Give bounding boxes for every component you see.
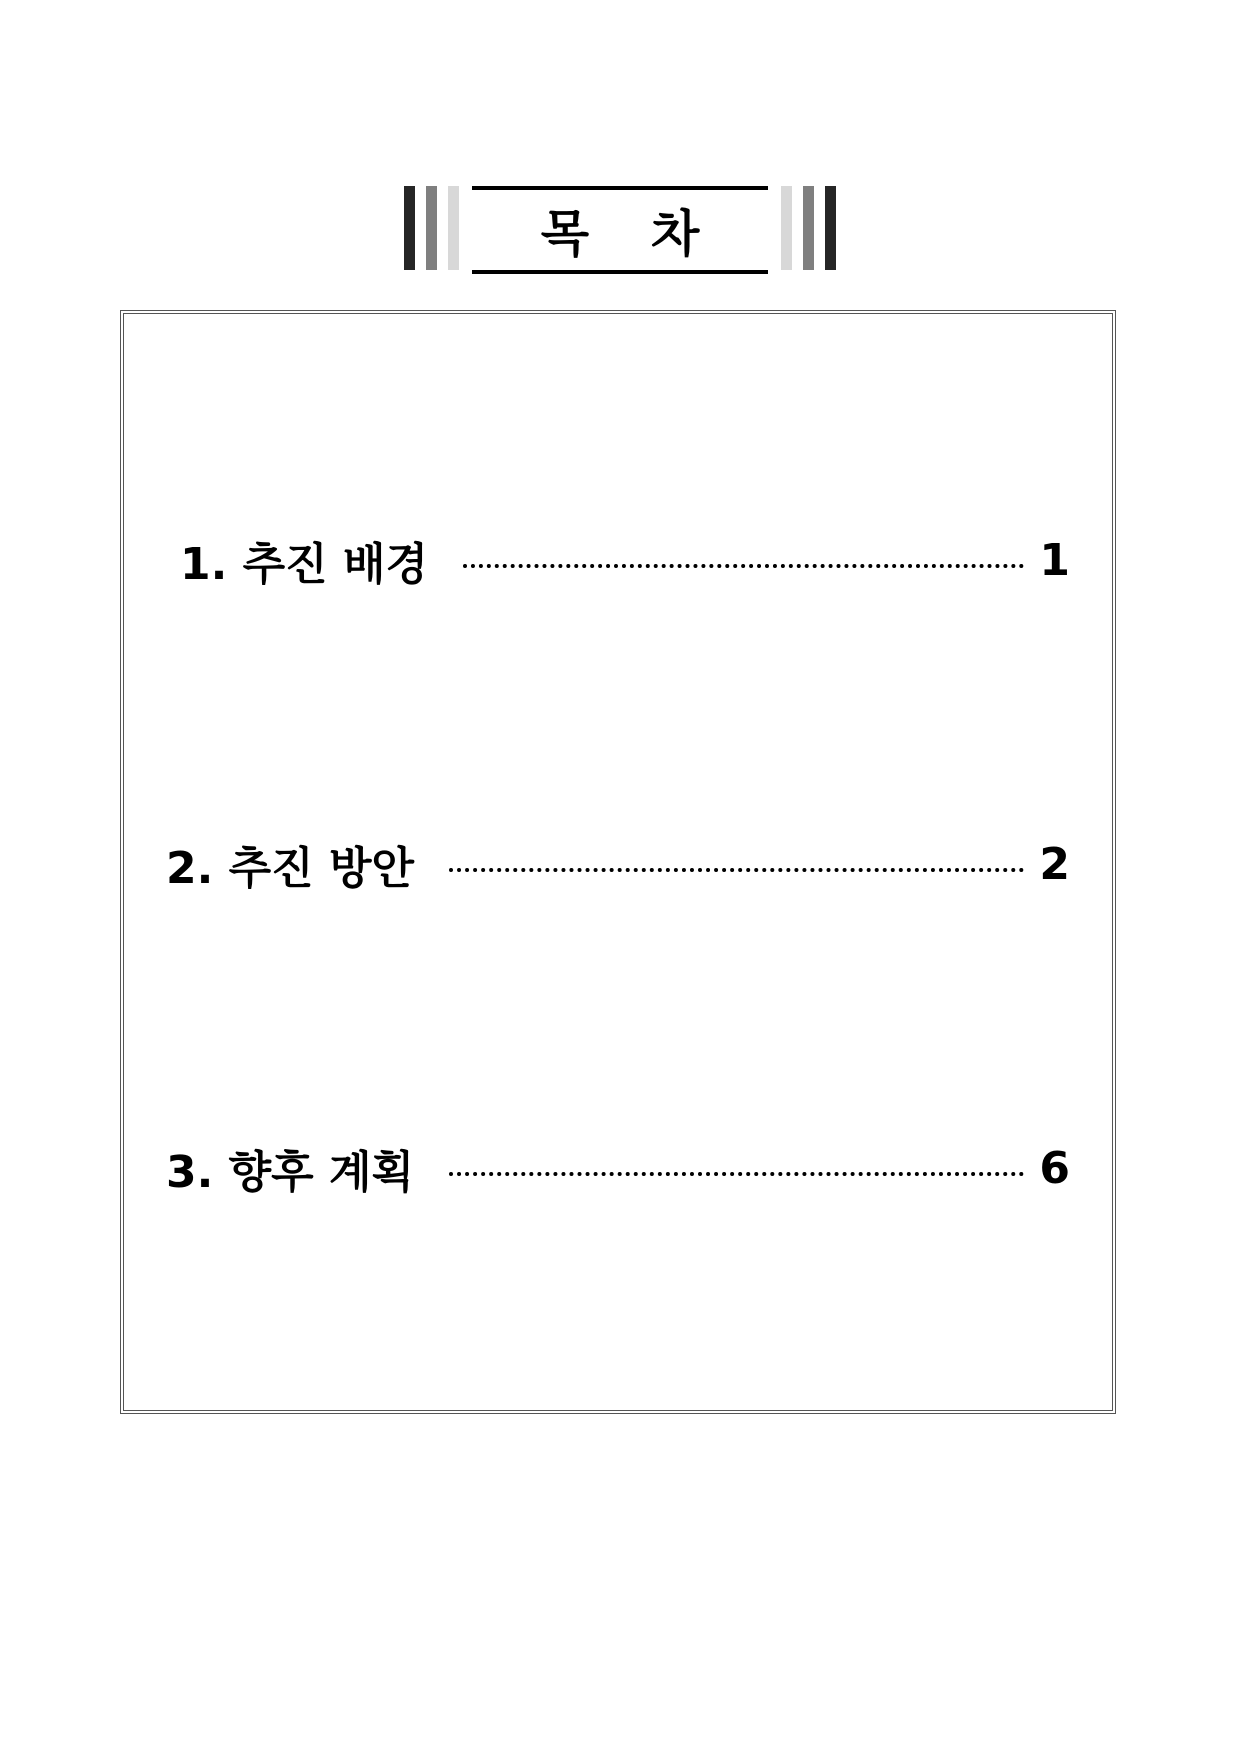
toc-entry-number: 1. — [180, 539, 228, 590]
toc-entry-text: 향후 계획 — [228, 1147, 415, 1198]
title-deco-bar-right-mid — [803, 186, 814, 270]
toc-page-number: 2 — [1039, 838, 1070, 890]
toc-entry-2[interactable] — [166, 834, 1070, 894]
toc-entry-label — [166, 832, 414, 896]
toc-entry-1[interactable] — [180, 530, 1070, 590]
toc-entry-3[interactable] — [166, 1138, 1070, 1198]
title-char-2: 차 — [651, 205, 762, 263]
toc-entry-label — [180, 528, 428, 592]
title-deco-bar-right-light — [781, 186, 792, 270]
toc-leader-dots — [449, 868, 1024, 872]
title-deco-bar-left-dark — [404, 186, 415, 270]
toc-entry-text: 추진 배경 — [242, 539, 429, 590]
toc-entry-text: 추진 방안 — [228, 843, 415, 894]
page-title — [472, 192, 768, 268]
title-deco-bar-left-light — [448, 186, 459, 270]
toc-title-block — [404, 186, 836, 270]
toc-entry-number: 3. — [166, 1147, 214, 1198]
toc-entry-label — [166, 1136, 414, 1200]
toc-page-number: 6 — [1039, 1142, 1070, 1194]
toc-box — [120, 310, 1116, 1414]
toc-leader-dots — [463, 564, 1024, 568]
title-char-1: 목 — [540, 205, 651, 263]
toc-page-number: 1 — [1039, 534, 1070, 586]
title-deco-bar-right-dark — [825, 186, 836, 270]
toc-entry-number: 2. — [166, 843, 214, 894]
title-deco-bar-left-mid — [426, 186, 437, 270]
title-box — [472, 186, 768, 274]
toc-leader-dots — [449, 1172, 1024, 1176]
